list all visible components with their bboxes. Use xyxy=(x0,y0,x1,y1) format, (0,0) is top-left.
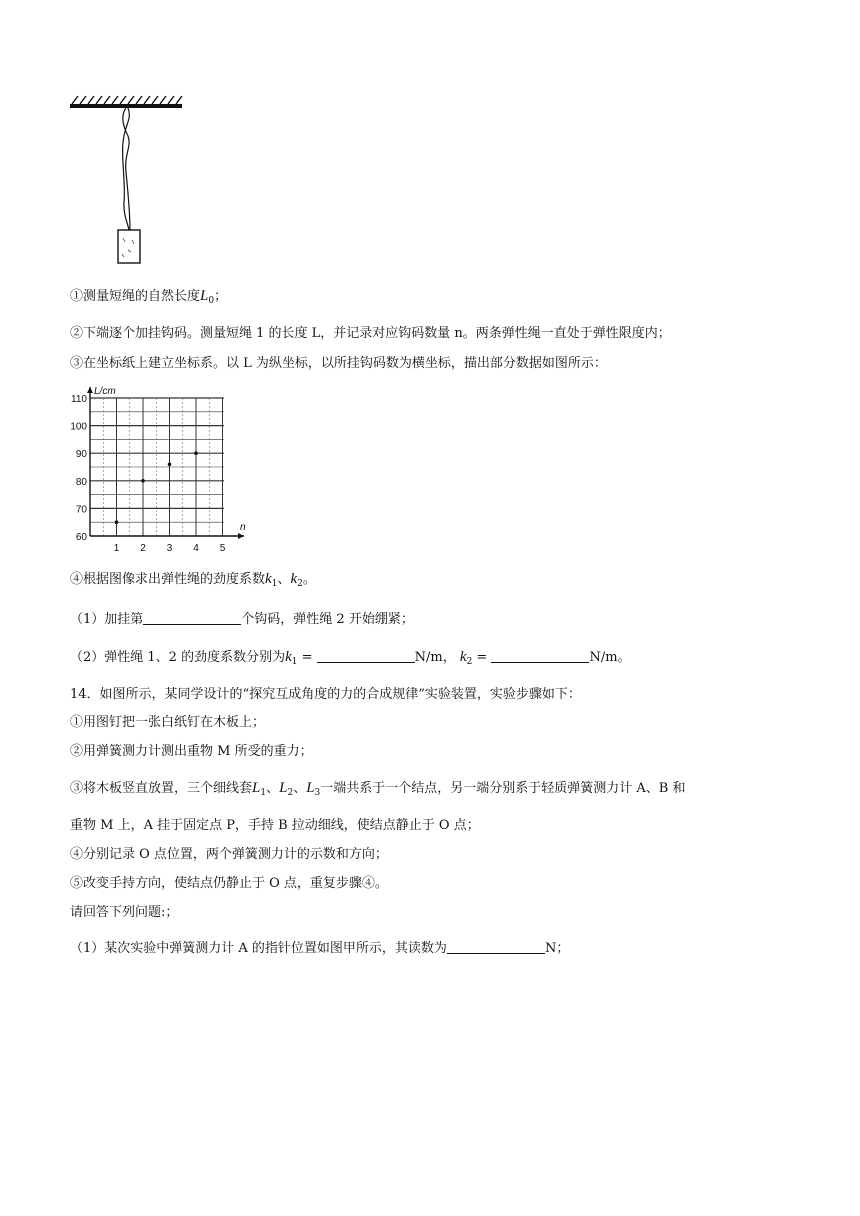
p14-q1-prefix: （1）某次实验中弹簧测力计 A 的指针位置如图甲所示，其读数为 xyxy=(70,941,447,956)
x-tick-label: 1 xyxy=(113,543,120,554)
q2-equals-2: = xyxy=(472,650,492,665)
k2-symbol-q2: k xyxy=(459,649,467,665)
problem-14-question-1 xyxy=(70,939,569,958)
answer-blank-k1[interactable] xyxy=(317,648,415,663)
step-1-end: ； xyxy=(214,289,228,304)
data-point xyxy=(115,520,119,524)
k1-subscript: 1 xyxy=(271,579,278,589)
q2-unit-2: N/m。 xyxy=(589,650,631,665)
L2-subscript: 2 xyxy=(287,788,294,798)
question-2 xyxy=(70,648,631,671)
p14-step-3-prefix: ③将木板竖直放置，三个细线套 xyxy=(70,781,253,796)
k2-symbol: k xyxy=(290,571,298,587)
x-tick-label: 4 xyxy=(193,543,199,554)
p14-sep-1: 、 xyxy=(266,781,280,796)
x-axis-label: n xyxy=(240,522,246,533)
step-4-sep: 、 xyxy=(277,572,291,587)
L0-subscript: 0 xyxy=(208,296,215,306)
answer-blank-1[interactable] xyxy=(143,610,241,625)
step-2: ②下端逐个加挂钩码。测量短绳 1 的长度 L，并记录对应钩码数量 n。两条弹性绳一直处于弹性限度内； xyxy=(70,326,671,341)
y-axis-arrow xyxy=(87,387,93,393)
k1-subscript-q2: 1 xyxy=(291,657,298,667)
k1-symbol: k xyxy=(265,571,272,587)
x-tick-label: 3 xyxy=(166,543,173,554)
weight-texture xyxy=(122,238,134,257)
problem-14-step-5: ⑤改变手持方向，使结点仍静止于 O 点，重复步骤④。 xyxy=(70,876,388,891)
k2-subscript: 2 xyxy=(297,579,303,589)
data-point xyxy=(194,451,198,455)
answer-blank-k2[interactable] xyxy=(491,648,589,663)
k1-symbol-q2: k xyxy=(285,649,292,665)
step-1 xyxy=(70,287,227,310)
answer-blank-reading[interactable] xyxy=(447,939,545,954)
problem-14-title: 14．如图所示，某同学设计的“探究互成角度的力的合成规律”实验装置，实验步骤如下： xyxy=(70,687,581,702)
question-1-suffix: 个钩码，弹性绳 2 开始绷紧； xyxy=(241,612,414,627)
L1-subscript: 1 xyxy=(260,788,267,798)
L2-symbol: L xyxy=(279,780,288,796)
ceiling-bar xyxy=(70,104,182,108)
question-1 xyxy=(70,610,414,629)
q2-equals-1: = xyxy=(297,650,317,665)
q2-unit-1: N/m， xyxy=(414,650,456,665)
y-tick-label: 60 xyxy=(75,532,87,543)
problem-14-step-3 xyxy=(70,779,686,802)
y-tick-label: 110 xyxy=(71,394,87,405)
question-1-prefix: （1）加挂第 xyxy=(70,612,144,627)
data-point xyxy=(141,479,145,483)
step-4-end: 。 xyxy=(302,572,316,587)
problem-14-prompt: 请回答下列问题:； xyxy=(70,905,179,920)
step-4 xyxy=(70,570,316,593)
y-tick-label: 70 xyxy=(75,504,87,516)
y-tick-label: 100 xyxy=(70,421,87,433)
L1-symbol: L xyxy=(252,780,261,796)
k2-subscript-q2: 2 xyxy=(466,657,473,667)
ceiling-hatching xyxy=(72,96,182,104)
L3-symbol: L xyxy=(306,780,315,796)
question-2-prefix: （2）弹性绳 1、2 的劲度系数分别为 xyxy=(70,650,286,665)
y-axis-label: L/cm xyxy=(94,386,116,397)
problem-14-step-1: ①用图钉把一张白纸钉在木板上； xyxy=(70,715,266,730)
data-point xyxy=(168,462,172,466)
step-3: ③在坐标纸上建立坐标系。以 L 为纵坐标，以所挂钩码数为横坐标，描出部分数据如图所示： xyxy=(70,356,607,371)
p14-sep-2: 、 xyxy=(293,781,307,796)
x-tick-label: 2 xyxy=(140,543,146,554)
y-tick-label: 80 xyxy=(75,476,87,488)
L0-symbol: L xyxy=(200,288,209,304)
problem-14-step-4: ④分别记录 O 点位置，两个弹簧测力计的示数和方向； xyxy=(70,847,388,862)
x-axis-arrow xyxy=(238,533,244,539)
x-tick-label: 5 xyxy=(219,543,226,554)
problem-14-step-3-cont: 重物 M 上，A 挂于固定点 P，手持 B 拉动细线，使结点静止于 O 点； xyxy=(70,818,480,833)
L3-subscript: 3 xyxy=(314,788,321,798)
L-n-graph xyxy=(64,385,254,557)
y-tick-label: 90 xyxy=(75,449,87,461)
hanging-weight xyxy=(118,230,140,263)
p14-q1-suffix: N； xyxy=(544,941,570,956)
step-4-text: ④根据图像求出弹性绳的劲度系数 xyxy=(70,572,266,587)
rope-weight-figure xyxy=(68,92,188,278)
p14-step-3-suffix: 一端共系于一个结点，另一端分别系于轻质弹簧测力计 A、B 和 xyxy=(320,781,686,796)
problem-14-step-2: ②用弹簧测力计测出重物 M 所受的重力； xyxy=(70,744,313,759)
step-1-text: ①测量短绳的自然长度 xyxy=(70,289,201,304)
